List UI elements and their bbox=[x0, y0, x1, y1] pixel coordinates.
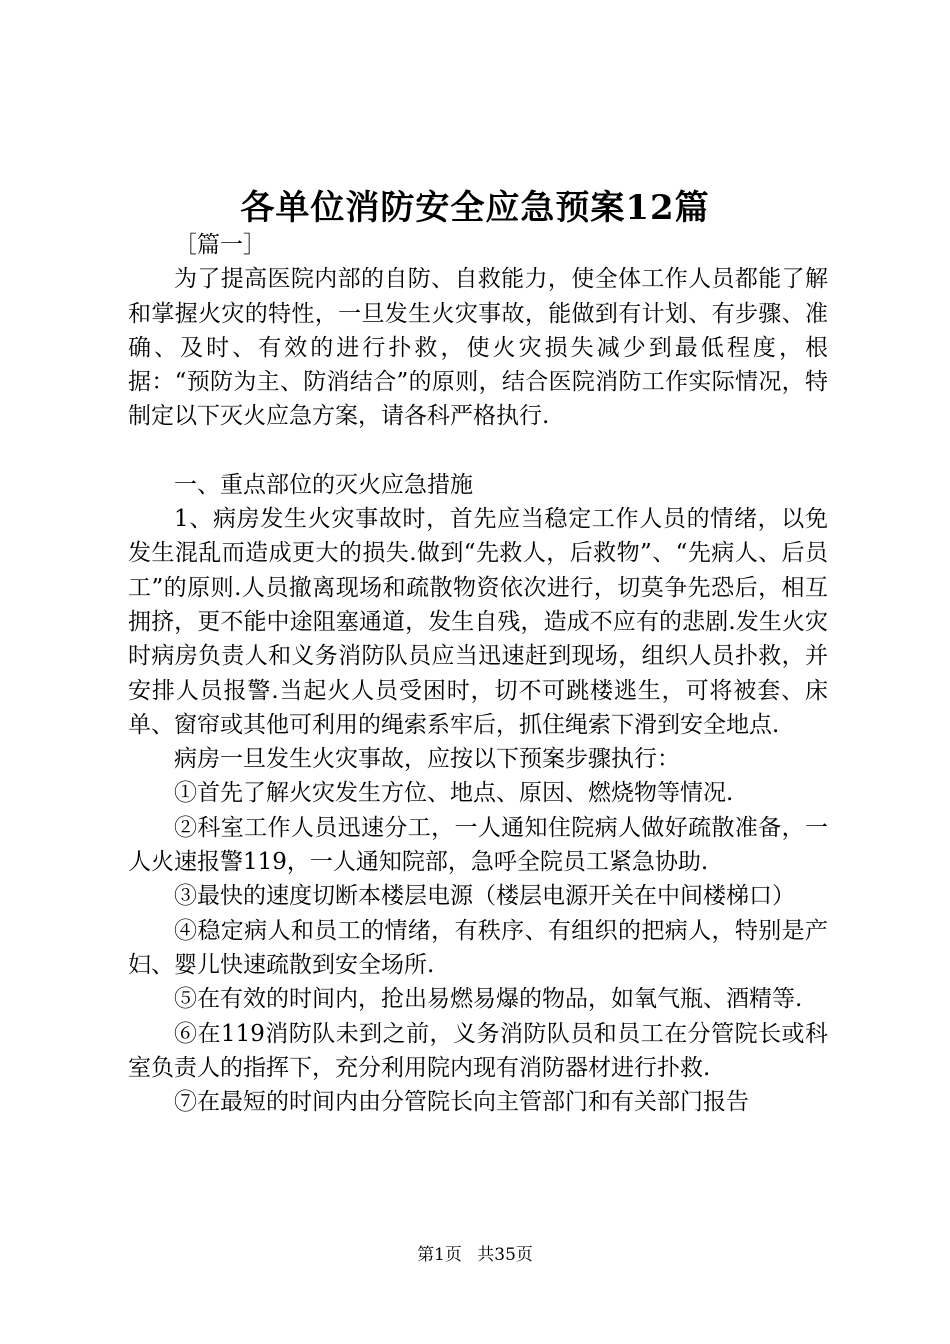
body-paragraph: 病房一旦发生火灾事故，应按以下预案步骤执行： bbox=[174, 746, 680, 773]
page-total: 共35页 bbox=[477, 1245, 533, 1265]
step-item: ⑦在最短的时间内由分管院长向主管部门和有关部门报告 bbox=[174, 1089, 749, 1116]
step-item: ①首先了解火灾发生方位、地点、原因、燃烧物等情况. bbox=[174, 780, 734, 807]
body-paragraph: 1、病房发生火灾事故时，首先应当稳定工作人员的情绪，以免发生混乱而造成更大的损失.做到“先救人，后救物”、“先病人、后员工”的原则.人员撤离现场和疏散物资依次进行，切莫争先恐后，相互拥挤，更不能中途阻塞通道，发生自残，造成不应有的悲剧.发生火灾时病房负责人和义务消防队员应当迅速赶到现场，组织人员扑救，并安排人员报警.当起火人员受困时，切不可跳楼逃生，可将被套、床单、窗帘或其他可利用的绳索系牢后，抓住绳索下滑到安全地点. bbox=[128, 506, 828, 738]
section-heading: 一、重点部位的灭火应急措施 bbox=[174, 471, 473, 498]
section-label: ［篇一］ bbox=[174, 232, 266, 258]
intro-paragraph: 为了提高医院内部的自防、自救能力，使全体工作人员都能了解和掌握火灾的特性，一旦发生火灾事故，能做到有计划、有步骤、准确、及时、有效的进行扑救，使火灾损失减少到最低程度，根据：“预防为主、防消结合”的原则，结合医院消防工作实际情况，特制定以下灭火应急方案，请各科严格执行. bbox=[128, 266, 828, 430]
step-item: ③最快的速度切断本楼层电源（楼层电源开关在中间楼梯口） bbox=[174, 883, 795, 910]
step-item: ②科室工作人员迅速分工，一人通知住院病人做好疏散准备，一人火速报警119，一人通知院部，急呼全院员工紧急协助. bbox=[128, 814, 828, 876]
step-item: ⑥在119消防队未到之前，义务消防队员和员工在分管院长或科室负责人的指挥下，充分利用院内现有消防器材进行扑救. bbox=[128, 1020, 828, 1081]
step-item: ④稳定病人和员工的情绪，有秩序、有组织的把病人，特别是产妇、婴儿快速疏散到安全场所. bbox=[128, 917, 828, 978]
document-title: 各单位消防安全应急预案12篇 bbox=[240, 188, 710, 228]
page-footer bbox=[0, 1244, 950, 1266]
page-number: 第1页 bbox=[417, 1245, 462, 1265]
document-body bbox=[128, 228, 828, 1119]
step-item: ⑤在有效的时间内，抢出易燃易爆的物品，如氧气瓶、酒精等. bbox=[174, 986, 803, 1013]
